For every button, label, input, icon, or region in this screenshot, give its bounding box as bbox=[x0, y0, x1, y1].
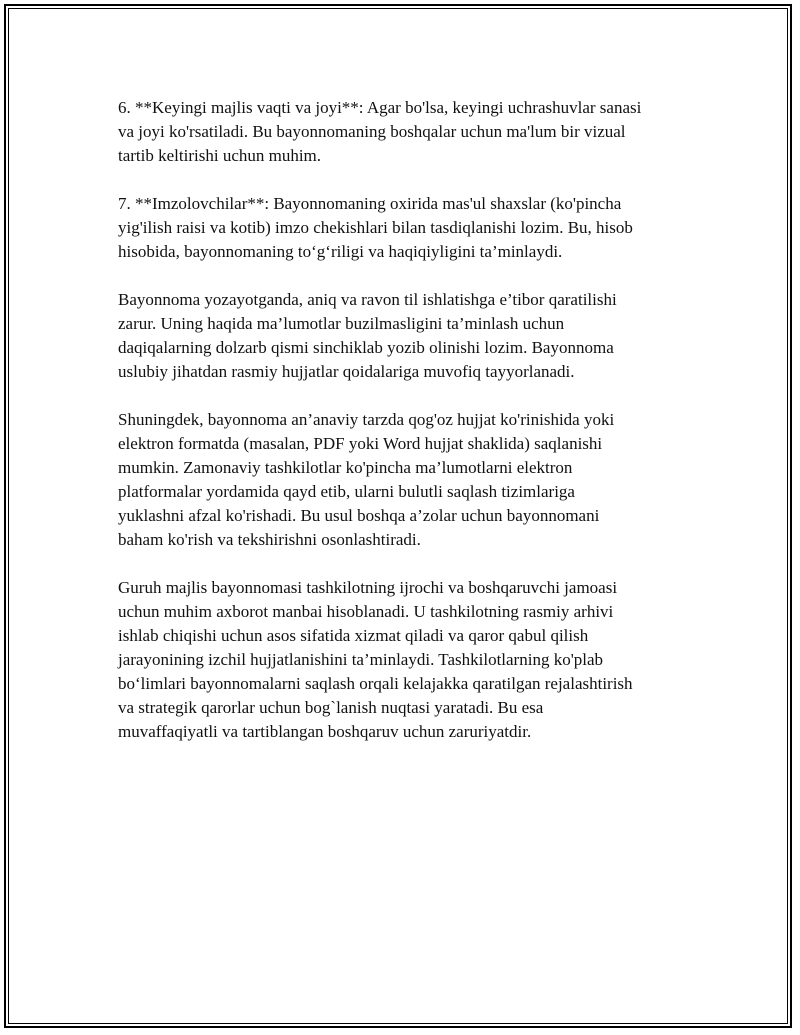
document-body bbox=[118, 96, 688, 768]
paragraph-next-meeting: 6. **Keyingi majlis vaqti va joyi**: Agar bo'lsa, keyingi uchrashuvlar sanasi va joyi ko'rsatiladi. Bu bayonnomaning boshqalar uchun ma'lum bir vizual tartib keltirishi uchun muhim. bbox=[118, 98, 642, 165]
paragraph-signatories: 7. **Imzolovchilar**: Bayonnomaning oxirida mas'ul shaxslar (ko'pincha yig'ilish raisi va kotib) imzo chekishlari bilan tasdiqlanishi lozim. Bu, hisob hisobida, bayonnomaning to‘g‘riligi va haqiqiyligini ta’minlaydi. bbox=[118, 194, 633, 261]
paragraph-storage-format: Shuningdek, bayonnoma an’anaviy tarzda qog'oz hujjat ko'rinishida yoki elektron formatda (masalan, PDF yoki Word hujjat shaklida) saqlanishi mumkin. Zamonaviy tashkilotlar ko'pincha ma’lumotlarni elektron platformalar yordamida qayd etib, ularni bulutli saqlash tizimlariga yuklashni afzal ko'rishadi. Bu usul boshqa a’zolar uchun bayonnomani baham ko'rish va tekshirishni osonlashtiradi. bbox=[118, 410, 615, 549]
paragraph-importance: Guruh majlis bayonnomasi tashkilotning ijrochi va boshqaruvchi jamoasi uchun muhim axborot manbai hisoblanadi. U tashkilotning rasmiy arhivi ishlab chiqishi uchun asos sifatida xizmat qiladi va qaror qabul qilish jarayonining izchil hujjatlanishini ta’minlaydi. Tashkilotlarning ko'plab bo‘limlari bayonnomalarni saqlash orqali kelajakka qaratilgan rejalashtirish va strategik qarorlar uchun bog`lanish nuqtasi yaratadi. Bu esa muvaffaqiyatli va tartiblangan boshqaruv uchun zaruriyatdir. bbox=[118, 578, 633, 741]
document-page bbox=[4, 4, 792, 1028]
paragraph-writing-style: Bayonnoma yozayotganda, aniq va ravon til ishlatishga e’tibor qaratilishi zarur. Uning haqida ma’lumotlar buzilmasligini ta’minlash uchun daqiqalarning dolzarb qismi sinchiklab yozib olinishi lozim. Bayonnoma uslubiy jihatdan rasmiy hujjatlar qoidalariga muvofiq tayyorlanadi. bbox=[118, 290, 617, 381]
